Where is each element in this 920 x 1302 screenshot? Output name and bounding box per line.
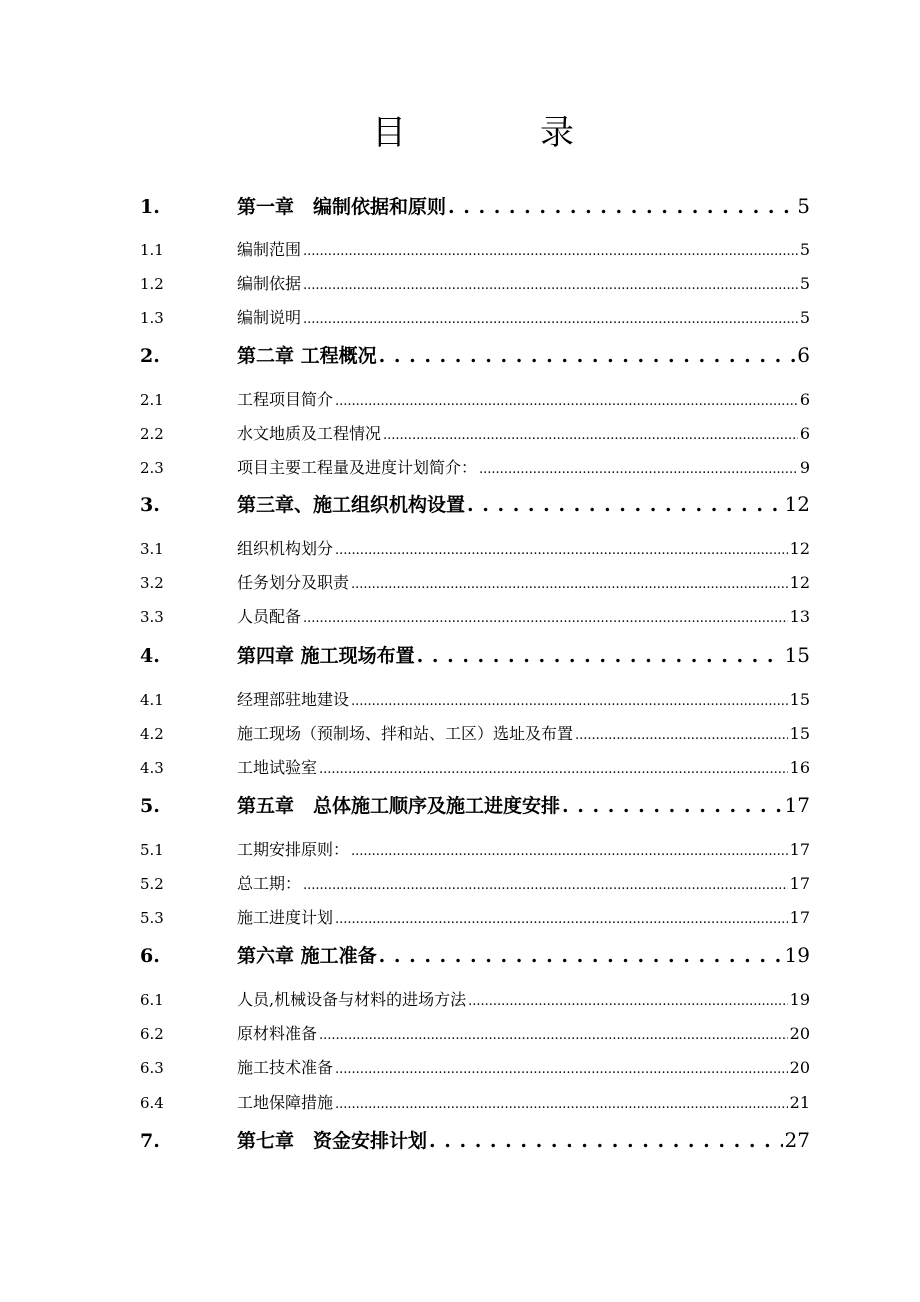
toc-page-number: 12 <box>789 539 810 558</box>
toc-entry-title: 人员,机械设备与材料的进场方法 <box>237 990 467 1009</box>
toc-page-number: 15 <box>789 724 810 743</box>
toc-entry-title: 第三章、施工组织机构设置 <box>237 494 466 516</box>
toc-leader-dots <box>467 494 783 516</box>
toc-leader-dots <box>383 424 798 443</box>
toc-leader-dots <box>335 908 788 927</box>
toc-page-number: 5 <box>797 194 810 218</box>
toc-page-number: 6 <box>799 390 810 409</box>
toc-entry-title: 施工现场（预制场、拌和站、工区）选址及布置 <box>237 724 574 743</box>
toc-section-entry[interactable] <box>140 687 810 711</box>
toc-section-entry[interactable] <box>140 837 810 861</box>
toc-leader-dots <box>417 645 783 667</box>
toc-page-number: 15 <box>784 643 810 667</box>
toc-section-entry[interactable] <box>140 755 810 779</box>
toc-page-number: 17 <box>784 793 810 817</box>
toc-page-number: 9 <box>799 458 810 477</box>
toc-page-number: 5 <box>799 240 810 259</box>
toc-page-number: 21 <box>789 1093 810 1112</box>
toc-leader-dots <box>351 573 788 592</box>
toc-entry-number: 4.2 <box>140 725 164 743</box>
toc-page-number: 6 <box>799 424 810 443</box>
toc-entry-title: 工程项目简介 <box>237 390 334 409</box>
toc-leader-dots <box>335 1093 788 1112</box>
toc-title <box>0 108 920 158</box>
toc-section-entry[interactable] <box>140 455 810 479</box>
toc-section-entry[interactable] <box>140 871 810 895</box>
toc-page-number: 13 <box>789 607 810 626</box>
toc-page-number: 20 <box>789 1024 810 1043</box>
toc-entry-title: 编制依据 <box>237 274 302 293</box>
toc-leader-dots <box>303 274 798 293</box>
toc-page-number: 20 <box>789 1058 810 1077</box>
toc-entry-title: 编制范围 <box>237 240 302 259</box>
toc-entry-number: 6.3 <box>140 1059 164 1077</box>
toc-entry-title: 第四章 施工现场布置 <box>237 645 415 667</box>
toc-entry-title: 第五章 总体施工顺序及施工进度安排 <box>237 795 561 817</box>
toc-entry-title: 施工进度计划 <box>237 908 334 927</box>
toc-entry-number: 3. <box>140 494 160 516</box>
toc-entry-number: 4. <box>140 645 160 667</box>
toc-leader-dots <box>303 308 798 327</box>
toc-section-entry[interactable] <box>140 987 810 1011</box>
toc-entry-number: 5.1 <box>140 841 164 859</box>
toc-page-number: 19 <box>789 990 810 1009</box>
toc-entry-number: 1.1 <box>140 241 164 259</box>
toc-entry-number: 2.3 <box>140 459 164 477</box>
toc-section-entry[interactable] <box>140 1090 810 1114</box>
toc-entry-number: 5. <box>140 795 160 817</box>
toc-entry-number: 4.1 <box>140 691 164 709</box>
toc-leader-dots <box>468 990 788 1009</box>
toc-title-char-1: 目 <box>372 113 406 153</box>
toc-entry-title: 经理部驻地建设 <box>237 690 350 709</box>
toc-leader-dots <box>379 945 783 967</box>
toc-leader-dots <box>319 758 788 777</box>
toc-leader-dots <box>335 539 788 558</box>
toc-chapter-entry[interactable] <box>140 341 810 371</box>
toc-page-number: 19 <box>784 943 810 967</box>
toc-page-number: 5 <box>799 308 810 327</box>
toc-section-entry[interactable] <box>140 1055 810 1079</box>
toc-chapter-entry[interactable] <box>140 941 810 971</box>
toc-page-number: 12 <box>784 492 810 516</box>
toc-entry-title: 总工期： <box>237 874 302 893</box>
toc-section-entry[interactable] <box>140 271 810 295</box>
toc-section-entry[interactable] <box>140 1021 810 1045</box>
toc-entry-number: 6. <box>140 945 160 967</box>
toc-entry-title: 工地保障措施 <box>237 1093 334 1112</box>
toc-entry-number: 6.2 <box>140 1025 164 1043</box>
toc-section-entry[interactable] <box>140 905 810 929</box>
toc-chapter-entry[interactable] <box>140 192 810 222</box>
toc-entry-number: 3.3 <box>140 608 164 626</box>
toc-section-entry[interactable] <box>140 421 810 445</box>
toc-entry-number: 5.2 <box>140 875 164 893</box>
toc-entry-title: 任务划分及职责 <box>237 573 350 592</box>
toc-entry-number: 5.3 <box>140 909 164 927</box>
toc-leader-dots <box>448 196 795 218</box>
toc-page-number: 12 <box>789 573 810 592</box>
toc-leader-dots <box>379 345 796 367</box>
toc-entry-title: 施工技术准备 <box>237 1058 334 1077</box>
toc-entry-title: 工期安排原则： <box>237 840 350 859</box>
toc-leader-dots <box>351 840 788 859</box>
toc-leader-dots <box>303 874 788 893</box>
toc-section-entry[interactable] <box>140 536 810 560</box>
toc-page-number: 15 <box>789 690 810 709</box>
toc-entry-title: 组织机构划分 <box>237 539 334 558</box>
toc-entry-title: 编制说明 <box>237 308 302 327</box>
toc-entry-number: 3.1 <box>140 540 164 558</box>
toc-entry-number: 4.3 <box>140 759 164 777</box>
toc-entry-number: 1.3 <box>140 309 164 327</box>
toc-entry-number: 7. <box>140 1130 160 1152</box>
toc-chapter-entry[interactable] <box>140 641 810 671</box>
toc-chapter-entry[interactable] <box>140 490 810 520</box>
toc-section-entry[interactable] <box>140 570 810 594</box>
toc-entry-number: 6.1 <box>140 991 164 1009</box>
toc-leader-dots <box>575 724 788 743</box>
toc-chapter-entry[interactable] <box>140 1126 810 1156</box>
toc-entry-title: 第一章 编制依据和原则 <box>237 196 447 218</box>
toc-chapter-entry[interactable] <box>140 791 810 821</box>
toc-section-entry[interactable] <box>140 237 810 261</box>
toc-leader-dots <box>351 690 788 709</box>
toc-entry-number: 2.1 <box>140 391 164 409</box>
toc-page-number: 27 <box>784 1128 810 1152</box>
toc-leader-dots <box>562 795 783 817</box>
toc-entry-number: 2. <box>140 345 160 367</box>
toc-section-entry[interactable] <box>140 387 810 411</box>
toc-entry-title: 人员配备 <box>237 607 302 626</box>
toc-entry-title: 第六章 施工准备 <box>237 945 377 967</box>
toc-entry-number: 3.2 <box>140 574 164 592</box>
toc-entry-title: 原材料准备 <box>237 1024 318 1043</box>
toc-entry-title: 工地试验室 <box>237 758 318 777</box>
toc-page-number: 17 <box>789 840 810 859</box>
toc-page-number: 16 <box>789 758 810 777</box>
toc-entry-title: 项目主要工程量及进度计划简介： <box>237 458 478 477</box>
toc-entry-number: 1.2 <box>140 275 164 293</box>
toc-entry-title: 水文地质及工程情况 <box>237 424 382 443</box>
toc-title-char-2: 录 <box>540 113 574 153</box>
toc-leader-dots <box>303 240 798 259</box>
toc-entry-number: 2.2 <box>140 425 164 443</box>
toc-entry-title: 第二章 工程概况 <box>237 345 377 367</box>
toc-page-number: 5 <box>799 274 810 293</box>
toc-page-number: 17 <box>789 874 810 893</box>
toc-page-number: 17 <box>789 908 810 927</box>
toc-leader-dots <box>429 1130 783 1152</box>
toc-leader-dots <box>335 390 798 409</box>
toc-entry-number: 6.4 <box>140 1094 164 1112</box>
toc-page-number: 6 <box>797 343 810 367</box>
toc-leader-dots <box>479 458 798 477</box>
toc-section-entry[interactable] <box>140 721 810 745</box>
toc-section-entry[interactable] <box>140 305 810 329</box>
toc-section-entry[interactable] <box>140 604 810 628</box>
toc-leader-dots <box>319 1024 788 1043</box>
toc-entry-title: 第七章 资金安排计划 <box>237 1130 428 1152</box>
toc-entry-number: 1. <box>140 196 160 218</box>
toc-leader-dots <box>335 1058 788 1077</box>
toc-leader-dots <box>303 607 788 626</box>
